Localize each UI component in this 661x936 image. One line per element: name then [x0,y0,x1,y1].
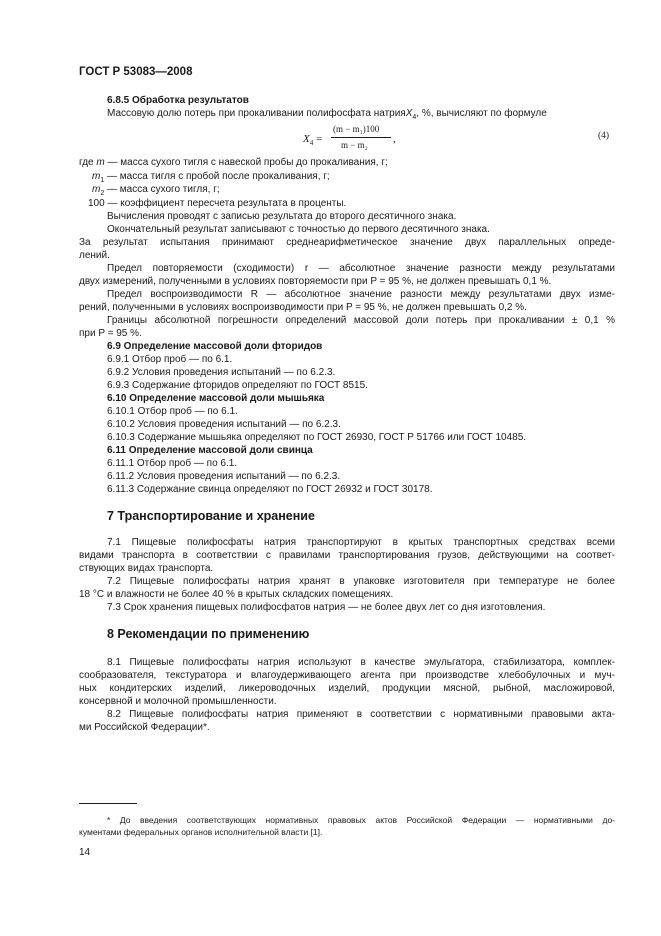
where-line-m2: $m_2$ — масса сухого тигля, г; [92,184,220,197]
item-6-11-2: 6.11.2 Условия проведения испытаний — по 6.2.3. [107,471,341,482]
where-line-m1: $m_1$ — масса тигля с пробой после прокаливания, г; [92,171,330,184]
para-error-bounds-line1: Границы абсолютной погрешности определений массовой доли потерь при прокаливании ± 0,1 % [107,315,615,326]
formula-denominator: m − m₂ [341,140,368,150]
section-6-10-title: 6.10 Определение массовой доли мышьяка [107,393,325,404]
fraction-bar [331,137,391,138]
item-6-10-3: 6.10.3 Содержание мышьяка определяют по ГОСТ 26930, ГОСТ Р 51766 или ГОСТ 10485. [107,432,527,443]
para-error-bounds-line2: при P = 95 %. [79,328,142,339]
page-number: 14 [79,847,91,858]
formula-4: $X_4$ = (m − m₁)100 m − m₂ , [303,124,396,150]
para-7-1-line3: ствующих видах транспорта. [79,563,214,574]
para-8-2-line1: 8.2 Пищевые полифосфаты натрия применяют в соответствии с нормативными правовыми акта- [107,709,615,720]
item-6-9-2: 6.9.2 Условия проведения испытаний — по 6.2.3. [107,367,336,378]
para-mean-line2: лений. [79,250,110,261]
footnote-line1: * До введения соответствующих нормативных правовых актов Российской Федерации — нормативными до- [107,815,615,825]
section-6-8-5-intro: Массовую долю потерь при прокаливании полифосфата натрияX$_4$, %, вычисляют по формуле [107,108,547,121]
para-7-1-line2: видами транспорта в соответствии с правилами транспортирования грузов, действующими на соответ- [79,550,615,561]
para-mean-line1: За результат испытания принимают среднеарифметическое значение двух параллельных опреде- [79,237,615,248]
formula-lhs: $X_4$ = [303,133,323,148]
where-line-100: 100 — коэффициент пересчета результата в проценты. [88,198,347,209]
para-8-1-line4: консервной и молочной промышленности. [79,696,277,707]
item-6-11-3: 6.11.3 Содержание свинца определяют по ГОСТ 26932 и ГОСТ 30178. [107,484,433,495]
where-line-m: где m — масса сухого тигля с навеской пробы до прокаливания, г; [79,157,388,168]
para-8-1-line1: 8.1 Пищевые полифосфаты натрия используют в качестве эмульгатора, стабилизатора, комплек- [107,657,615,668]
para-repeatability-line1: Предел повторяемости (сходимости) r — абсолютное значение разности между результатами [107,263,615,274]
item-6-11-1: 6.11.1 Отбор проб — по 6.1. [107,458,238,469]
para-repeatability-line2: двух измерений, полученными в условиях повторяемости при P = 95 %, не должен превышать 0,1 %. [79,276,552,287]
para-8-1-line3: ных кондитерских изделий, ликероводочных изделий, продукции мясной, рыбной, масложировой, [79,683,615,694]
para-8-1-line2: сообразователя, текстуратора и влагоудерживающего агента при производстве хлебобулочных и муч- [79,670,615,681]
para-7-2-line2: 18 °С и влажности не более 40 % в крытых складских помещениях. [79,589,394,600]
formula-numerator: (m − m₁)100 [333,124,380,134]
item-6-10-2: 6.10.2 Условия проведения испытаний — по 6.2.3. [107,419,341,430]
item-6-9-1: 6.9.1 Отбор проб — по 6.1. [107,354,233,365]
footnote-rule [79,803,137,804]
section-8-heading: 8 Рекомендации по применению [107,627,310,641]
para-reproducibility-line1: Предел воспроизводимости R — абсолютное значение разности между результатами двух изме- [107,289,615,300]
para-7-1-line1: 7.1 Пищевые полифосфаты натрия транспортируют в крытых транспортных средствах всеми [107,537,615,548]
item-6-9-3: 6.9.3 Содержание фторидов определяют по ГОСТ 8515. [107,380,368,391]
equation-number: (4) [598,131,610,141]
section-6-8-5-title: 6.8.5 Обработка результатов [107,95,249,106]
section-6-9-title: 6.9 Определение массовой доли фторидов [107,341,323,352]
item-6-10-1: 6.10.1 Отбор проб — по 6.1. [107,406,238,417]
para-calc-precision: Вычисления проводят с записью результата до второго десятичного знака. [107,211,457,222]
para-7-3: 7.3 Срок хранения пищевых полифосфатов натрия — не более двух лет со дня изготовления. [107,602,546,613]
document-header: ГОСТ Р 53083—2008 [79,66,193,78]
section-7-heading: 7 Транспортирование и хранение [107,509,315,523]
para-8-2-line2: ми Российской Федерации*. [79,722,210,733]
para-reproducibility-line2: рений, полученными в условиях воспроизводимости при P = 95 %, не должен превышать 0,2 %. [79,302,527,313]
section-6-11-title: 6.11 Определение массовой доли свинца [107,445,313,456]
footnote-line2: кументами федеральных органов исполнительной власти [1]. [79,827,323,837]
para-final-result: Окончательный результат записывают с точностью до первого десятичного знака. [107,224,490,235]
para-7-2-line1: 7.2 Пищевые полифосфаты натрия хранят в упаковке изготовителя при температуре не более [107,576,615,587]
